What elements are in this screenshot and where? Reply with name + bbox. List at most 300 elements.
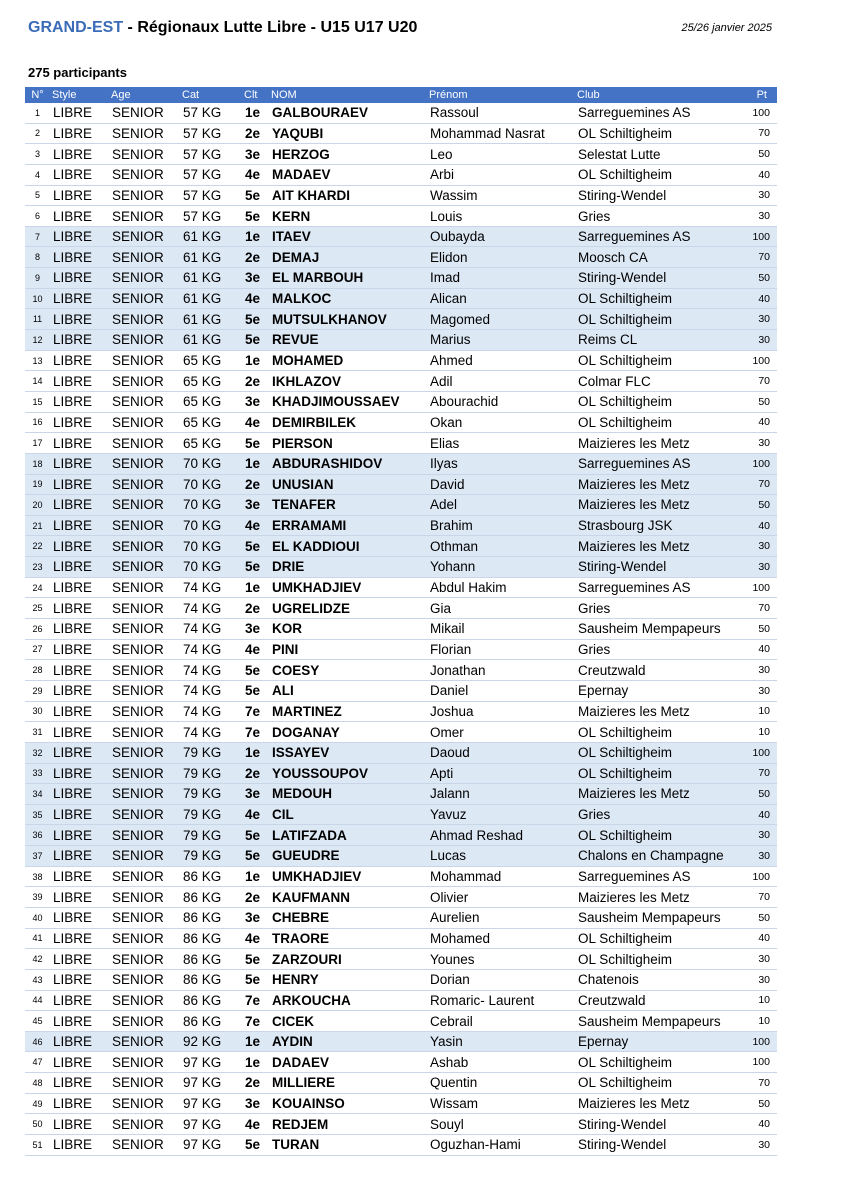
cell-club: Chalons en Champagne xyxy=(575,846,735,867)
region-name: GRAND-EST xyxy=(28,19,124,36)
cell-num: 6 xyxy=(25,206,50,227)
cell-num: 47 xyxy=(25,1052,50,1073)
cell-cat: 70 KG xyxy=(180,495,242,516)
cell-prenom: Mikail xyxy=(427,619,575,640)
cell-pt: 70 xyxy=(735,371,777,392)
table-row xyxy=(25,185,777,206)
cell-pt: 50 xyxy=(735,619,777,640)
cell-clt: 5e xyxy=(242,536,269,557)
table-row xyxy=(25,1135,777,1156)
cell-prenom: David xyxy=(427,474,575,495)
cell-age: SENIOR xyxy=(109,144,180,165)
cell-prenom: Jalann xyxy=(427,784,575,805)
cell-prenom: Ahmad Reshad xyxy=(427,825,575,846)
cell-clt: 5e xyxy=(242,557,269,578)
cell-num: 24 xyxy=(25,577,50,598)
cell-pt: 100 xyxy=(735,866,777,887)
cell-age: SENIOR xyxy=(109,433,180,454)
cell-club: Gries xyxy=(575,639,735,660)
cell-age: SENIOR xyxy=(109,1093,180,1114)
cell-cat: 97 KG xyxy=(180,1114,242,1135)
cell-club: Creutzwald xyxy=(575,660,735,681)
cell-age: SENIOR xyxy=(109,1011,180,1032)
cell-cat: 61 KG xyxy=(180,288,242,309)
cell-prenom: Adil xyxy=(427,371,575,392)
cell-age: SENIOR xyxy=(109,969,180,990)
cell-prenom: Ashab xyxy=(427,1052,575,1073)
col-header-style: Style xyxy=(50,87,109,103)
cell-clt: 2e xyxy=(242,763,269,784)
cell-clt: 1e xyxy=(242,226,269,247)
cell-clt: 3e xyxy=(242,391,269,412)
cell-age: SENIOR xyxy=(109,701,180,722)
cell-nom: UGRELIDZE xyxy=(269,598,427,619)
cell-clt: 1e xyxy=(242,577,269,598)
cell-pt: 30 xyxy=(735,185,777,206)
cell-club: Gries xyxy=(575,206,735,227)
cell-prenom: Daniel xyxy=(427,680,575,701)
cell-club: Maizieres les Metz xyxy=(575,536,735,557)
cell-club: Gries xyxy=(575,804,735,825)
cell-club: Gries xyxy=(575,598,735,619)
cell-style: LIBRE xyxy=(50,804,109,825)
cell-age: SENIOR xyxy=(109,722,180,743)
cell-club: Sarreguemines AS xyxy=(575,866,735,887)
cell-nom: AYDIN xyxy=(269,1031,427,1052)
table-row xyxy=(25,887,777,908)
cell-pt: 30 xyxy=(735,846,777,867)
table-row xyxy=(25,1052,777,1073)
cell-cat: 86 KG xyxy=(180,990,242,1011)
cell-style: LIBRE xyxy=(50,495,109,516)
cell-nom: UMKHADJIEV xyxy=(269,866,427,887)
cell-cat: 57 KG xyxy=(180,123,242,144)
cell-style: LIBRE xyxy=(50,846,109,867)
cell-style: LIBRE xyxy=(50,536,109,557)
cell-cat: 57 KG xyxy=(180,144,242,165)
cell-age: SENIOR xyxy=(109,164,180,185)
cell-style: LIBRE xyxy=(50,515,109,536)
cell-num: 43 xyxy=(25,969,50,990)
cell-clt: 5e xyxy=(242,825,269,846)
table-row xyxy=(25,268,777,289)
cell-prenom: Yavuz xyxy=(427,804,575,825)
cell-pt: 50 xyxy=(735,144,777,165)
cell-nom: MEDOUH xyxy=(269,784,427,805)
cell-num: 32 xyxy=(25,742,50,763)
cell-prenom: Dorian xyxy=(427,969,575,990)
cell-cat: 61 KG xyxy=(180,268,242,289)
cell-style: LIBRE xyxy=(50,784,109,805)
cell-age: SENIOR xyxy=(109,907,180,928)
cell-cat: 70 KG xyxy=(180,515,242,536)
table-row xyxy=(25,1093,777,1114)
cell-pt: 40 xyxy=(735,412,777,433)
cell-club: Sarreguemines AS xyxy=(575,226,735,247)
cell-club: OL Schiltigheim xyxy=(575,164,735,185)
cell-prenom: Olivier xyxy=(427,887,575,908)
cell-nom: GALBOURAEV xyxy=(269,103,427,123)
cell-nom: YOUSSOUPOV xyxy=(269,763,427,784)
title-text: - Régionaux Lutte Libre - U15 U17 U20 xyxy=(123,19,418,36)
cell-pt: 30 xyxy=(735,969,777,990)
cell-num: 3 xyxy=(25,144,50,165)
cell-cat: 65 KG xyxy=(180,350,242,371)
cell-club: Moosch CA xyxy=(575,247,735,268)
cell-cat: 97 KG xyxy=(180,1073,242,1094)
cell-clt: 4e xyxy=(242,639,269,660)
cell-age: SENIOR xyxy=(109,474,180,495)
cell-club: OL Schiltigheim xyxy=(575,928,735,949)
cell-pt: 100 xyxy=(735,350,777,371)
cell-style: LIBRE xyxy=(50,185,109,206)
table-row xyxy=(25,784,777,805)
cell-clt: 1e xyxy=(242,453,269,474)
cell-pt: 70 xyxy=(735,474,777,495)
cell-nom: KOR xyxy=(269,619,427,640)
cell-nom: MOHAMED xyxy=(269,350,427,371)
cell-cat: 57 KG xyxy=(180,185,242,206)
cell-style: LIBRE xyxy=(50,1135,109,1156)
cell-style: LIBRE xyxy=(50,990,109,1011)
cell-club: OL Schiltigheim xyxy=(575,763,735,784)
cell-style: LIBRE xyxy=(50,144,109,165)
table-row xyxy=(25,144,777,165)
cell-clt: 5e xyxy=(242,969,269,990)
table-row xyxy=(25,619,777,640)
cell-age: SENIOR xyxy=(109,330,180,351)
cell-cat: 79 KG xyxy=(180,804,242,825)
cell-age: SENIOR xyxy=(109,495,180,516)
cell-club: OL Schiltigheim xyxy=(575,123,735,144)
cell-style: LIBRE xyxy=(50,474,109,495)
cell-age: SENIOR xyxy=(109,268,180,289)
cell-nom: ARKOUCHA xyxy=(269,990,427,1011)
cell-nom: PIERSON xyxy=(269,433,427,454)
cell-prenom: Quentin xyxy=(427,1073,575,1094)
table-row xyxy=(25,412,777,433)
cell-nom: IKHLAZOV xyxy=(269,371,427,392)
cell-clt: 2e xyxy=(242,598,269,619)
cell-pt: 50 xyxy=(735,391,777,412)
cell-cat: 61 KG xyxy=(180,247,242,268)
cell-club: Maizieres les Metz xyxy=(575,784,735,805)
cell-pt: 70 xyxy=(735,247,777,268)
cell-age: SENIOR xyxy=(109,804,180,825)
cell-clt: 4e xyxy=(242,1114,269,1135)
cell-pt: 50 xyxy=(735,907,777,928)
cell-clt: 7e xyxy=(242,990,269,1011)
cell-nom: HERZOG xyxy=(269,144,427,165)
cell-style: LIBRE xyxy=(50,928,109,949)
cell-clt: 4e xyxy=(242,164,269,185)
cell-cat: 65 KG xyxy=(180,433,242,454)
cell-club: Sarreguemines AS xyxy=(575,453,735,474)
cell-club: Epernay xyxy=(575,680,735,701)
table-row xyxy=(25,639,777,660)
cell-clt: 5e xyxy=(242,309,269,330)
cell-style: LIBRE xyxy=(50,330,109,351)
cell-age: SENIOR xyxy=(109,949,180,970)
cell-nom: ABDURASHIDOV xyxy=(269,453,427,474)
table-row xyxy=(25,206,777,227)
cell-prenom: Louis xyxy=(427,206,575,227)
cell-club: Strasbourg JSK xyxy=(575,515,735,536)
cell-club: Maizieres les Metz xyxy=(575,433,735,454)
cell-pt: 70 xyxy=(735,598,777,619)
cell-prenom: Adel xyxy=(427,495,575,516)
cell-nom: UNUSIAN xyxy=(269,474,427,495)
cell-style: LIBRE xyxy=(50,722,109,743)
table-row xyxy=(25,536,777,557)
cell-clt: 4e xyxy=(242,928,269,949)
cell-age: SENIOR xyxy=(109,784,180,805)
cell-prenom: Florian xyxy=(427,639,575,660)
cell-prenom: Imad xyxy=(427,268,575,289)
cell-clt: 7e xyxy=(242,1011,269,1032)
cell-clt: 1e xyxy=(242,1031,269,1052)
cell-pt: 30 xyxy=(735,330,777,351)
cell-num: 39 xyxy=(25,887,50,908)
cell-nom: LATIFZADA xyxy=(269,825,427,846)
cell-age: SENIOR xyxy=(109,247,180,268)
cell-style: LIBRE xyxy=(50,680,109,701)
cell-cat: 74 KG xyxy=(180,619,242,640)
cell-pt: 50 xyxy=(735,495,777,516)
cell-nom: KHADJIMOUSSAEV xyxy=(269,391,427,412)
cell-prenom: Elidon xyxy=(427,247,575,268)
cell-cat: 70 KG xyxy=(180,557,242,578)
cell-style: LIBRE xyxy=(50,350,109,371)
cell-cat: 86 KG xyxy=(180,949,242,970)
cell-age: SENIOR xyxy=(109,1031,180,1052)
cell-cat: 79 KG xyxy=(180,763,242,784)
cell-age: SENIOR xyxy=(109,412,180,433)
cell-style: LIBRE xyxy=(50,887,109,908)
cell-age: SENIOR xyxy=(109,598,180,619)
cell-nom: DEMAJ xyxy=(269,247,427,268)
cell-nom: TRAORE xyxy=(269,928,427,949)
cell-club: Maizieres les Metz xyxy=(575,474,735,495)
cell-cat: 74 KG xyxy=(180,680,242,701)
cell-club: Sausheim Mempapeurs xyxy=(575,1011,735,1032)
table-row xyxy=(25,103,777,123)
cell-style: LIBRE xyxy=(50,1052,109,1073)
table-row xyxy=(25,722,777,743)
cell-clt: 2e xyxy=(242,371,269,392)
cell-club: OL Schiltigheim xyxy=(575,1052,735,1073)
table-row xyxy=(25,309,777,330)
table-row xyxy=(25,247,777,268)
cell-prenom: Marius xyxy=(427,330,575,351)
cell-nom: HENRY xyxy=(269,969,427,990)
cell-age: SENIOR xyxy=(109,680,180,701)
cell-style: LIBRE xyxy=(50,1093,109,1114)
cell-style: LIBRE xyxy=(50,268,109,289)
cell-age: SENIOR xyxy=(109,226,180,247)
cell-nom: DADAEV xyxy=(269,1052,427,1073)
cell-num: 22 xyxy=(25,536,50,557)
table-row xyxy=(25,763,777,784)
cell-prenom: Wissam xyxy=(427,1093,575,1114)
cell-prenom: Abdul Hakim xyxy=(427,577,575,598)
cell-clt: 7e xyxy=(242,722,269,743)
cell-num: 36 xyxy=(25,825,50,846)
table-row xyxy=(25,825,777,846)
cell-prenom: Leo xyxy=(427,144,575,165)
cell-age: SENIOR xyxy=(109,1135,180,1156)
cell-pt: 70 xyxy=(735,123,777,144)
cell-club: Chatenois xyxy=(575,969,735,990)
cell-prenom: Elias xyxy=(427,433,575,454)
cell-num: 20 xyxy=(25,495,50,516)
cell-nom: PINI xyxy=(269,639,427,660)
cell-club: Maizieres les Metz xyxy=(575,1093,735,1114)
cell-pt: 40 xyxy=(735,639,777,660)
cell-style: LIBRE xyxy=(50,371,109,392)
cell-nom: KOUAINSO xyxy=(269,1093,427,1114)
table-row xyxy=(25,226,777,247)
cell-prenom: Souyl xyxy=(427,1114,575,1135)
cell-age: SENIOR xyxy=(109,825,180,846)
cell-pt: 30 xyxy=(735,660,777,681)
cell-prenom: Wassim xyxy=(427,185,575,206)
table-row xyxy=(25,598,777,619)
cell-nom: CIL xyxy=(269,804,427,825)
cell-club: Maizieres les Metz xyxy=(575,701,735,722)
cell-nom: KERN xyxy=(269,206,427,227)
cell-cat: 70 KG xyxy=(180,536,242,557)
cell-prenom: Mohamed xyxy=(427,928,575,949)
cell-club: Maizieres les Metz xyxy=(575,495,735,516)
cell-pt: 30 xyxy=(735,206,777,227)
cell-club: Colmar FLC xyxy=(575,371,735,392)
cell-age: SENIOR xyxy=(109,742,180,763)
cell-pt: 40 xyxy=(735,164,777,185)
cell-age: SENIOR xyxy=(109,887,180,908)
cell-style: LIBRE xyxy=(50,969,109,990)
cell-clt: 5e xyxy=(242,433,269,454)
cell-style: LIBRE xyxy=(50,949,109,970)
cell-num: 33 xyxy=(25,763,50,784)
cell-clt: 5e xyxy=(242,185,269,206)
cell-style: LIBRE xyxy=(50,103,109,123)
cell-pt: 10 xyxy=(735,701,777,722)
cell-nom: MADAEV xyxy=(269,164,427,185)
table-row xyxy=(25,453,777,474)
table-row xyxy=(25,742,777,763)
cell-num: 28 xyxy=(25,660,50,681)
cell-num: 40 xyxy=(25,907,50,928)
cell-age: SENIOR xyxy=(109,619,180,640)
cell-nom: DEMIRBILEK xyxy=(269,412,427,433)
cell-age: SENIOR xyxy=(109,103,180,123)
cell-pt: 50 xyxy=(735,268,777,289)
cell-prenom: Abourachid xyxy=(427,391,575,412)
col-header-age: Age xyxy=(109,87,180,103)
cell-cat: 70 KG xyxy=(180,453,242,474)
cell-nom: DRIE xyxy=(269,557,427,578)
cell-nom: MUTSULKHANOV xyxy=(269,309,427,330)
cell-nom: YAQUBI xyxy=(269,123,427,144)
cell-num: 9 xyxy=(25,268,50,289)
cell-num: 29 xyxy=(25,680,50,701)
cell-pt: 30 xyxy=(735,433,777,454)
cell-num: 18 xyxy=(25,453,50,474)
cell-club: OL Schiltigheim xyxy=(575,722,735,743)
table-row xyxy=(25,330,777,351)
cell-nom: EL KADDIOUI xyxy=(269,536,427,557)
cell-prenom: Arbi xyxy=(427,164,575,185)
cell-clt: 2e xyxy=(242,887,269,908)
cell-age: SENIOR xyxy=(109,763,180,784)
cell-age: SENIOR xyxy=(109,391,180,412)
cell-style: LIBRE xyxy=(50,226,109,247)
cell-num: 7 xyxy=(25,226,50,247)
cell-cat: 86 KG xyxy=(180,866,242,887)
cell-pt: 40 xyxy=(735,804,777,825)
table-row xyxy=(25,557,777,578)
cell-nom: ITAEV xyxy=(269,226,427,247)
cell-age: SENIOR xyxy=(109,206,180,227)
cell-club: Maizieres les Metz xyxy=(575,887,735,908)
table-row xyxy=(25,433,777,454)
cell-age: SENIOR xyxy=(109,577,180,598)
cell-style: LIBRE xyxy=(50,866,109,887)
cell-num: 23 xyxy=(25,557,50,578)
cell-style: LIBRE xyxy=(50,309,109,330)
table-row xyxy=(25,701,777,722)
cell-nom: UMKHADJIEV xyxy=(269,577,427,598)
cell-pt: 70 xyxy=(735,763,777,784)
cell-clt: 1e xyxy=(242,103,269,123)
cell-num: 2 xyxy=(25,123,50,144)
cell-pt: 100 xyxy=(735,103,777,123)
cell-age: SENIOR xyxy=(109,453,180,474)
cell-clt: 3e xyxy=(242,1093,269,1114)
table-row xyxy=(25,577,777,598)
cell-prenom: Mohammad Nasrat xyxy=(427,123,575,144)
cell-club: Sarreguemines AS xyxy=(575,103,735,123)
cell-clt: 5e xyxy=(242,846,269,867)
cell-cat: 65 KG xyxy=(180,412,242,433)
cell-pt: 100 xyxy=(735,742,777,763)
cell-clt: 5e xyxy=(242,330,269,351)
cell-club: Sausheim Mempapeurs xyxy=(575,907,735,928)
table-row xyxy=(25,680,777,701)
table-row xyxy=(25,846,777,867)
cell-club: OL Schiltigheim xyxy=(575,288,735,309)
results-table xyxy=(25,87,777,1156)
cell-style: LIBRE xyxy=(50,433,109,454)
cell-pt: 30 xyxy=(735,309,777,330)
cell-age: SENIOR xyxy=(109,371,180,392)
cell-cat: 86 KG xyxy=(180,907,242,928)
table-row xyxy=(25,969,777,990)
cell-prenom: Ilyas xyxy=(427,453,575,474)
cell-cat: 79 KG xyxy=(180,846,242,867)
cell-style: LIBRE xyxy=(50,391,109,412)
cell-age: SENIOR xyxy=(109,1052,180,1073)
cell-clt: 3e xyxy=(242,268,269,289)
cell-num: 5 xyxy=(25,185,50,206)
col-header-cat: Cat xyxy=(180,87,242,103)
cell-num: 8 xyxy=(25,247,50,268)
cell-nom: TURAN xyxy=(269,1135,427,1156)
cell-club: OL Schiltigheim xyxy=(575,350,735,371)
table-row xyxy=(25,1114,777,1135)
cell-num: 50 xyxy=(25,1114,50,1135)
